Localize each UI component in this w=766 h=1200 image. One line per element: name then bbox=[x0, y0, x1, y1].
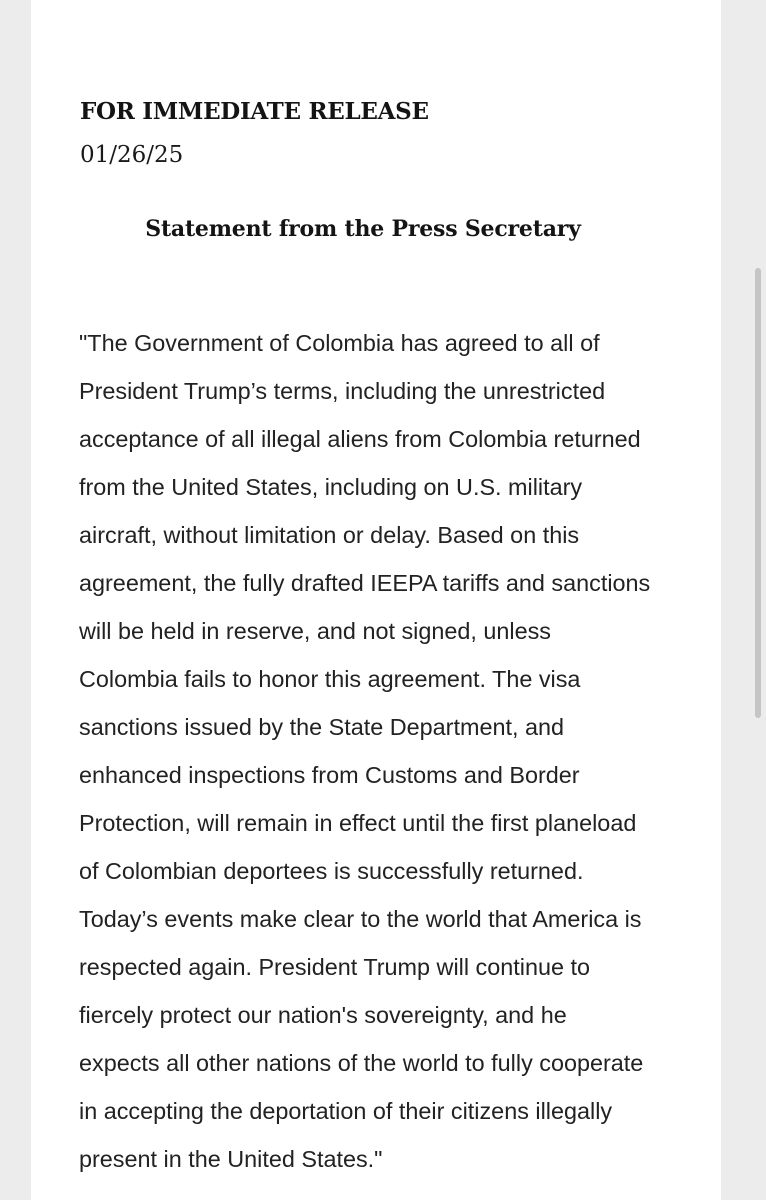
document-page bbox=[31, 0, 721, 1200]
statement-line: of Colombian deportees is successfully returned. bbox=[79, 858, 584, 884]
statement-line: will be held in reserve, and not signed, unless bbox=[79, 618, 551, 644]
statement-line: aircraft, without limitation or delay. Based on this bbox=[79, 522, 580, 548]
statement-line: respected again. President Trump will continue to bbox=[79, 954, 590, 980]
vertical-scrollbar[interactable] bbox=[755, 268, 761, 718]
statement-line: President Trump’s terms, including the unrestricted bbox=[79, 378, 606, 404]
statement-line: expects all other nations of the world to fully cooperate bbox=[79, 1050, 644, 1076]
statement-line: Protection, will remain in effect until the first planeload bbox=[79, 810, 637, 836]
statement-line: Colombia fails to honor this agreement. The visa bbox=[79, 666, 581, 692]
statement-body bbox=[79, 322, 719, 1186]
statement-line: present in the United States." bbox=[79, 1146, 383, 1172]
statement-title: Statement from the Press Secretary bbox=[145, 216, 581, 242]
statement-line: in accepting the deportation of their citizens illegally bbox=[79, 1098, 613, 1124]
statement-line: Today’s events make clear to the world that America is bbox=[79, 906, 642, 932]
statement-line: agreement, the fully drafted IEEPA tariffs and sanctions bbox=[79, 570, 651, 596]
statement-line: fiercely protect our nation's sovereignty, and he bbox=[79, 1002, 567, 1028]
statement-line: enhanced inspections from Customs and Border bbox=[79, 762, 580, 788]
statement-line: "The Government of Colombia has agreed to all of bbox=[79, 330, 600, 356]
release-heading: FOR IMMEDIATE RELEASE bbox=[80, 98, 429, 125]
statement-line: sanctions issued by the State Department, and bbox=[79, 714, 564, 740]
statement-line: acceptance of all illegal aliens from Colombia returned bbox=[79, 426, 641, 452]
release-date: 01/26/25 bbox=[80, 142, 184, 168]
statement-line: from the United States, including on U.S. military bbox=[79, 474, 583, 500]
